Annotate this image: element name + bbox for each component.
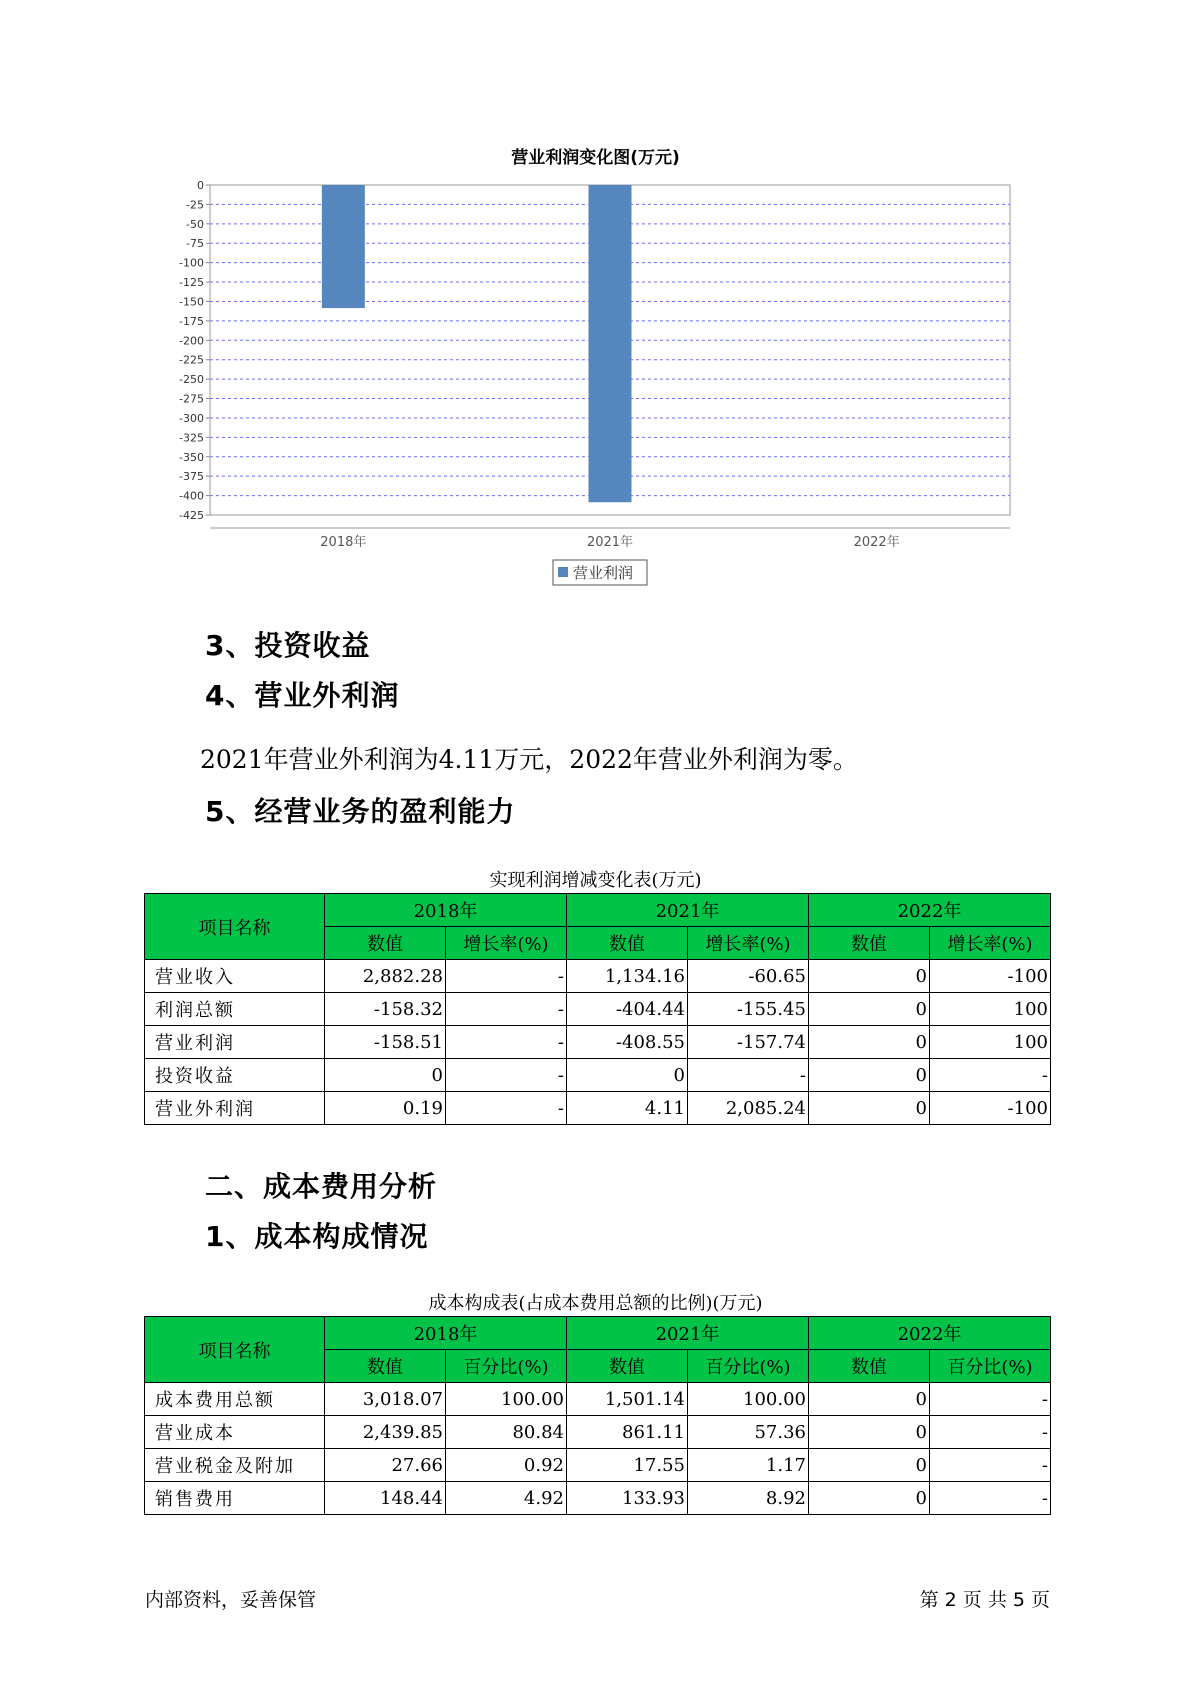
table-cell: 4.11 bbox=[567, 1092, 688, 1125]
table-cell: 100 bbox=[930, 993, 1051, 1026]
y-tick-label: -75 bbox=[186, 237, 204, 251]
table-row bbox=[145, 1482, 1051, 1515]
subheader-value: 数值 bbox=[809, 927, 930, 960]
subheader-value: 数值 bbox=[567, 1350, 688, 1383]
table-cell: 0.19 bbox=[325, 1092, 446, 1125]
cost-table bbox=[144, 1316, 1051, 1515]
y-tick-label: -200 bbox=[179, 334, 204, 348]
legend-swatch bbox=[558, 567, 568, 577]
heading-investment-income: 3、投资收益 bbox=[205, 629, 371, 662]
y-tick-label: -425 bbox=[179, 509, 204, 522]
row-label: 营业收入 bbox=[145, 960, 325, 993]
cost-table-body bbox=[145, 1383, 1051, 1515]
row-label: 利润总额 bbox=[145, 993, 325, 1026]
y-tick-label: -150 bbox=[179, 295, 204, 309]
footer-page-number: 第 2 页 共 5 页 bbox=[919, 1589, 1050, 1611]
table-cell: 3,018.07 bbox=[325, 1383, 446, 1416]
heading-cost-analysis: 二、成本费用分析 bbox=[205, 1170, 438, 1203]
table-cell: - bbox=[930, 1383, 1051, 1416]
table-cell: - bbox=[446, 1092, 567, 1125]
y-tick-label: -275 bbox=[179, 392, 204, 406]
table-cell: 80.84 bbox=[446, 1416, 567, 1449]
table-cell: - bbox=[446, 993, 567, 1026]
table-cell: - bbox=[446, 1026, 567, 1059]
subheader-percent: 百分比(%) bbox=[446, 1350, 567, 1383]
y-tick-label: -300 bbox=[179, 411, 204, 425]
header-year: 2022年 bbox=[809, 894, 1051, 927]
table-cell: 27.66 bbox=[325, 1449, 446, 1482]
table-cell: -158.32 bbox=[325, 993, 446, 1026]
subheader-value: 数值 bbox=[325, 927, 446, 960]
y-tick-label: -325 bbox=[179, 431, 204, 445]
profit-table-body bbox=[145, 960, 1051, 1125]
table-cell: 2,882.28 bbox=[325, 960, 446, 993]
x-tick-label: 2018年 bbox=[320, 535, 367, 550]
subheader-growth: 增长率(%) bbox=[688, 927, 809, 960]
table-cell: 0 bbox=[809, 1059, 930, 1092]
table-cell: 100.00 bbox=[446, 1383, 567, 1416]
table-cell: 1,134.16 bbox=[567, 960, 688, 993]
table-cell: 1,501.14 bbox=[567, 1383, 688, 1416]
table-cell: 100.00 bbox=[688, 1383, 809, 1416]
y-tick-label: -100 bbox=[179, 256, 204, 270]
bar bbox=[322, 185, 365, 308]
operating-profit-chart bbox=[0, 0, 1191, 600]
chart-title: 营业利润变化图(万元) bbox=[511, 148, 680, 168]
table-cell: - bbox=[930, 1059, 1051, 1092]
subheader-growth: 增长率(%) bbox=[446, 927, 567, 960]
row-label: 营业利润 bbox=[145, 1026, 325, 1059]
cost-table-caption: 成本构成表(占成本费用总额的比例)(万元) bbox=[428, 1293, 763, 1314]
table-row bbox=[145, 960, 1051, 993]
table-row bbox=[145, 1449, 1051, 1482]
table-cell: 0 bbox=[809, 1449, 930, 1482]
table-cell: 0 bbox=[809, 960, 930, 993]
table-cell: - bbox=[446, 960, 567, 993]
table-cell: 57.36 bbox=[688, 1416, 809, 1449]
row-label: 营业外利润 bbox=[145, 1092, 325, 1125]
table-cell: - bbox=[930, 1416, 1051, 1449]
y-tick-label: -175 bbox=[179, 314, 204, 328]
table-cell: 0 bbox=[567, 1059, 688, 1092]
footer-confidential: 内部资料，妥善保管 bbox=[145, 1589, 317, 1611]
y-tick-label: -225 bbox=[179, 353, 204, 367]
y-tick-label: 0 bbox=[197, 179, 204, 192]
table-cell: 4.92 bbox=[446, 1482, 567, 1515]
heading-non-operating-profit: 4、营业外利润 bbox=[205, 679, 400, 712]
table-cell: -60.65 bbox=[688, 960, 809, 993]
table-cell: - bbox=[930, 1449, 1051, 1482]
table-cell: 133.93 bbox=[567, 1482, 688, 1515]
table-cell: -157.74 bbox=[688, 1026, 809, 1059]
table-cell: 0.92 bbox=[446, 1449, 567, 1482]
y-tick-label: -50 bbox=[186, 217, 204, 231]
header-item-name: 项目名称 bbox=[145, 1317, 325, 1383]
subheader-percent: 百分比(%) bbox=[688, 1350, 809, 1383]
y-tick-label: -350 bbox=[179, 450, 204, 464]
table-cell: -100 bbox=[930, 960, 1051, 993]
table-cell: 861.11 bbox=[567, 1416, 688, 1449]
header-year: 2018年 bbox=[325, 1317, 567, 1350]
table-cell: 0 bbox=[809, 1482, 930, 1515]
subheader-growth: 增长率(%) bbox=[930, 927, 1051, 960]
table-cell: 1.17 bbox=[688, 1449, 809, 1482]
table-cell: -155.45 bbox=[688, 993, 809, 1026]
row-label: 成本费用总额 bbox=[145, 1383, 325, 1416]
table-cell: -100 bbox=[930, 1092, 1051, 1125]
table-cell: 148.44 bbox=[325, 1482, 446, 1515]
header-item-name: 项目名称 bbox=[145, 894, 325, 960]
row-label: 销售费用 bbox=[145, 1482, 325, 1515]
y-tick-label: -375 bbox=[179, 470, 204, 484]
table-row bbox=[145, 1026, 1051, 1059]
table-row bbox=[145, 993, 1051, 1026]
heading-profitability: 5、经营业务的盈利能力 bbox=[205, 795, 516, 828]
table-cell: -408.55 bbox=[567, 1026, 688, 1059]
header-year: 2018年 bbox=[325, 894, 567, 927]
x-tick-label: 2021年 bbox=[586, 535, 634, 550]
row-label: 投资收益 bbox=[145, 1059, 325, 1092]
table-cell: - bbox=[688, 1059, 809, 1092]
table-cell: 0 bbox=[809, 993, 930, 1026]
subheader-value: 数值 bbox=[325, 1350, 446, 1383]
x-tick-label: 2022年 bbox=[853, 535, 900, 550]
table-cell: 0 bbox=[809, 1026, 930, 1059]
subheader-value: 数值 bbox=[567, 927, 688, 960]
header-year: 2022年 bbox=[809, 1317, 1051, 1350]
table-cell: 8.92 bbox=[688, 1482, 809, 1515]
row-label: 营业税金及附加 bbox=[145, 1449, 325, 1482]
table-cell: - bbox=[930, 1482, 1051, 1515]
row-label: 营业成本 bbox=[145, 1416, 325, 1449]
subheader-value: 数值 bbox=[809, 1350, 930, 1383]
header-year: 2021年 bbox=[567, 1317, 809, 1350]
y-tick-label: -400 bbox=[179, 489, 204, 503]
table-cell: 17.55 bbox=[567, 1449, 688, 1482]
table-row bbox=[145, 1383, 1051, 1416]
table-cell: 2,085.24 bbox=[688, 1092, 809, 1125]
heading-cost-structure: 1、成本构成情况 bbox=[205, 1220, 429, 1253]
table-cell: 2,439.85 bbox=[325, 1416, 446, 1449]
profit-table-caption: 实现利润增减变化表(万元) bbox=[489, 870, 702, 891]
table-cell: 0 bbox=[809, 1092, 930, 1125]
table-row bbox=[145, 1416, 1051, 1449]
legend-label: 营业利润 bbox=[573, 564, 634, 582]
bar bbox=[589, 185, 632, 502]
table-row bbox=[145, 1059, 1051, 1092]
y-tick-label: -25 bbox=[186, 198, 204, 212]
table-cell: -158.51 bbox=[325, 1026, 446, 1059]
header-year: 2021年 bbox=[567, 894, 809, 927]
table-row bbox=[145, 1092, 1051, 1125]
table-cell: 0 bbox=[809, 1383, 930, 1416]
table-cell: - bbox=[446, 1059, 567, 1092]
table-cell: 0 bbox=[809, 1416, 930, 1449]
table-cell: 0 bbox=[325, 1059, 446, 1092]
y-tick-label: -125 bbox=[179, 276, 204, 290]
table-cell: 100 bbox=[930, 1026, 1051, 1059]
paragraph-non-operating-profit: 2021年营业外利润为4.11万元，2022年营业外利润为零。 bbox=[200, 745, 858, 774]
y-tick-label: -250 bbox=[179, 373, 204, 387]
table-cell: -404.44 bbox=[567, 993, 688, 1026]
profit-table bbox=[144, 893, 1051, 1125]
subheader-percent: 百分比(%) bbox=[930, 1350, 1051, 1383]
